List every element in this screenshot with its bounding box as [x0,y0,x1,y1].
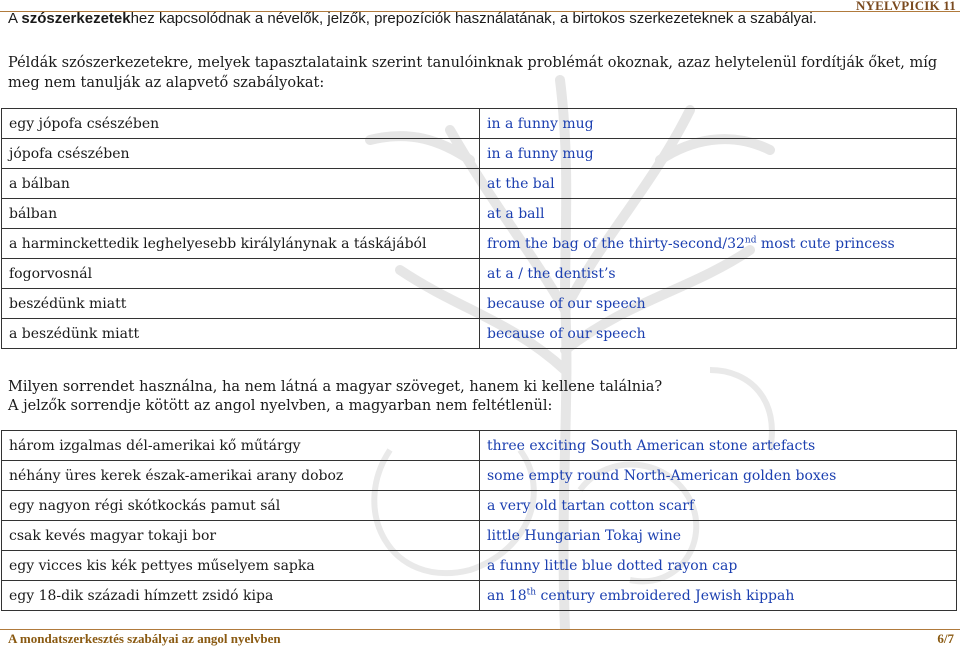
table-row [2,289,957,319]
english-phrase: in a funny mug [480,109,957,139]
page-number: 6/7 [937,631,954,646]
table-row [2,139,957,169]
hungarian-phrase: a bálban [2,169,480,199]
table-row [2,229,957,259]
footer-divider [0,629,960,630]
hungarian-phrase: egy vicces kis kék pettyes műselyem sapka [2,551,480,581]
table-row [2,169,957,199]
intro-text: A szószerkezetekhez kapcsolódnak a névelők, jelzők, prepozíciók használatának, a birtokos szerkezeteknek a szabályai. [8,10,817,27]
hungarian-phrase: fogorvosnál [2,259,480,289]
table-row [2,491,957,521]
english-phrase: an 18th century embroidered Jewish kippah [480,581,957,611]
table-row [2,521,957,551]
hungarian-phrase: jópofa csészében [2,139,480,169]
question-line: Milyen sorrendet használna, ha nem látná a magyar szöveget, hanem ki kellene találnia? [8,379,663,395]
english-phrase: at a / the dentist’s [480,259,957,289]
examples-paragraph: Példák szószerkezetekre, melyek tapasztalataink szerint tanulóinknak problémát okoznak, azaz helytelenül fordítják őket, míg meg nem tanulják az alapvető szabályokat: [8,55,938,91]
english-phrase: some empty round North-American golden boxes [480,461,957,491]
english-phrase: a funny little blue dotted rayon cap [480,551,957,581]
hungarian-phrase: egy nagyon régi skótkockás pamut sál [2,491,480,521]
hungarian-phrase: egy jópofa csészében [2,109,480,139]
table-row [2,431,957,461]
english-phrase: in a funny mug [480,139,957,169]
phrase-table [1,108,957,349]
english-phrase: at the bal [480,169,957,199]
table-row [2,199,957,229]
rule-line: A jelzők sorrendje kötött az angol nyelvben, a magyarban nem feltétlenül: [8,398,553,414]
hungarian-phrase: a harminckettedik leghelyesebb királylánynak a táskájából [2,229,480,259]
hungarian-phrase: beszédünk miatt [2,289,480,319]
hungarian-phrase: bálban [2,199,480,229]
table-row [2,581,957,611]
english-phrase: little Hungarian Tokaj wine [480,521,957,551]
adjective-order-table [1,430,957,611]
table-row [2,551,957,581]
hungarian-phrase: csak kevés magyar tokaji bor [2,521,480,551]
english-phrase: from the bag of the thirty-second/32nd most cute princess [480,229,957,259]
english-phrase: because of our speech [480,289,957,319]
table-row [2,259,957,289]
table-row [2,461,957,491]
header-tag: NYELVPICIK 11 [855,0,956,13]
hungarian-phrase: egy 18-dik századi hímzett zsidó kipa [2,581,480,611]
english-phrase: because of our speech [480,319,957,349]
hungarian-phrase: néhány üres kerek észak-amerikai arany doboz [2,461,480,491]
english-phrase: a very old tartan cotton scarf [480,491,957,521]
english-phrase: three exciting South American stone artefacts [480,431,957,461]
table-row [2,319,957,349]
english-phrase: at a ball [480,199,957,229]
footer-title: A mondatszerkesztés szabályai az angol nyelvben [8,631,281,646]
table-row [2,109,957,139]
hungarian-phrase: a beszédünk miatt [2,319,480,349]
intro-bold-term: szószerkezetek [21,10,131,27]
hungarian-phrase: három izgalmas dél-amerikai kő műtárgy [2,431,480,461]
